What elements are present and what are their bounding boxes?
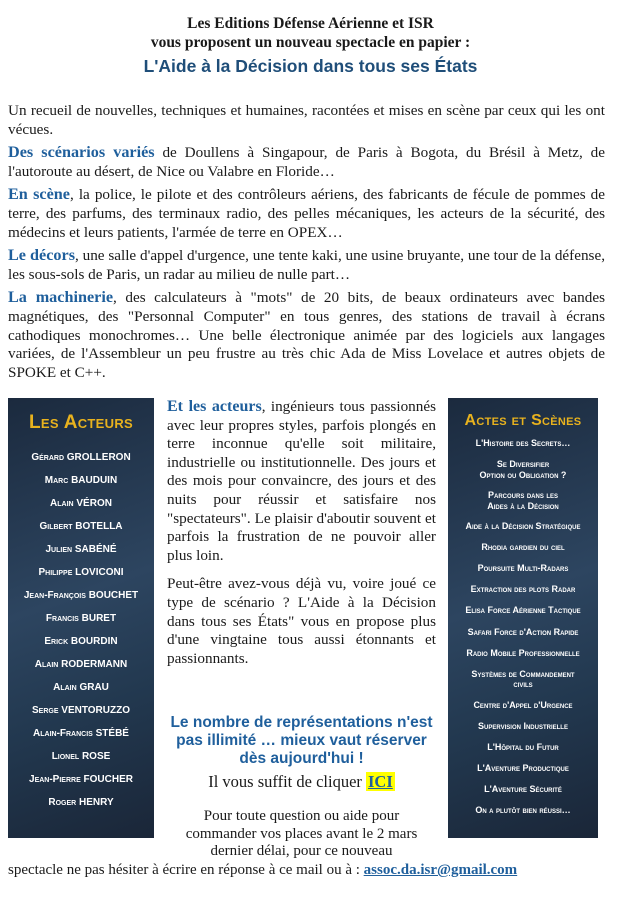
question-text: Pour toute question ou aide pour commander vos places avant le 2 mars dernier délai, pour ce nouveau xyxy=(185,808,418,859)
actor-item: Roger HENRY xyxy=(48,797,114,808)
paragraph-machinerie xyxy=(8,288,605,382)
intro-section xyxy=(8,102,605,386)
scene-item: On a plutôt bien réussi… xyxy=(475,805,571,816)
actor-item: Marc BAUDUIN xyxy=(44,475,118,486)
scene-item: Extraction des plots Radar xyxy=(470,584,576,595)
scene-item: Centre d'Appel d'Urgence xyxy=(473,699,573,710)
scene-item: Parcours dans les Aides à la Décision xyxy=(487,490,559,511)
scene-item: Elisa Force Aérienne Tactique xyxy=(465,605,581,616)
center-lead: Et les acteurs xyxy=(167,398,262,415)
scene-item: Radio Mobile Professionnelle xyxy=(466,647,580,658)
paragraph-text: , une salle d'appel d'urgence, une tente kaki, une usine bruyante, une tour de la défense, les sous-sols de Paris, un radar au milieu de nulle part… xyxy=(8,247,606,283)
header xyxy=(0,14,621,77)
actor-item: Francis BURET xyxy=(45,613,117,624)
actor-item: Gilbert BOTELLA xyxy=(39,521,123,532)
scene-item: L'Aventure Sécurité xyxy=(484,784,562,795)
cta-click-line xyxy=(167,772,436,792)
scenes-title: Actes et Scènes xyxy=(464,412,582,429)
actors-panel xyxy=(8,398,154,838)
actor-item: Alain VÉRON xyxy=(50,498,112,509)
ici-link[interactable]: ICI xyxy=(368,772,393,791)
actor-item: Erick BOURDIN xyxy=(44,636,118,647)
scenes-panel xyxy=(448,398,598,838)
scene-item: Rhodia gardien du ciel xyxy=(481,542,565,553)
actor-item: Jean-François BOUCHET xyxy=(23,590,139,601)
cta-click-prefix: Il vous suffit de cliquer xyxy=(208,772,367,791)
scenario-paragraph: Peut-être avez-vous déjà vu, voire joué ce type de scénario ? L'Aide à la Décision dans tous ses États" vous en propose plus d'une vingtaine tous aussi étonnants et passionnants. xyxy=(167,575,436,667)
email-link[interactable]: assoc.da.isr@gmail.com xyxy=(363,862,518,878)
paragraph-lead: Le décors xyxy=(8,246,75,265)
scene-item: Se Diversifier Option ou Obligation ? xyxy=(479,459,567,480)
call-to-action xyxy=(167,714,436,792)
paragraph-en-scene xyxy=(8,185,605,242)
scene-item: L'Aventure Productique xyxy=(477,763,569,774)
paragraph-text: de Doullens à Singapour, de Paris à Bogota, du Brésil à Metz, de l'autoroute au désert, de Nice ou Valabre en Floride… xyxy=(8,144,605,180)
actor-item: Serge VENTORUZZO xyxy=(32,705,130,716)
actors-list xyxy=(8,446,154,814)
paragraph-lead: Des scénarios variés xyxy=(8,143,155,162)
center-column xyxy=(167,398,436,678)
scene-item: Supervision Industrielle xyxy=(478,720,568,731)
paragraph-lead: En scène xyxy=(8,185,70,204)
footer xyxy=(8,862,613,880)
publisher-line: Les Editions Défense Aérienne et ISR xyxy=(187,15,434,32)
footer-text: spectacle ne pas hésiter à écrire en réponse à ce mail ou à : xyxy=(8,862,364,878)
scene-item: Systèmes de Commandement civils xyxy=(471,668,575,690)
scene-item: L'Hôpital du Futur xyxy=(487,741,559,752)
actor-item: Alain RODERMANN xyxy=(34,659,128,670)
scenes-list xyxy=(448,438,598,816)
intro-text: Un recueil de nouvelles, techniques et humaines, racontées et mises en scène par ceux qui les ont vécues. xyxy=(8,102,605,138)
paragraph-lead: La machinerie xyxy=(8,288,114,307)
paragraph-scenarios xyxy=(8,143,605,181)
actors-paragraph xyxy=(167,398,436,565)
paragraph-decors xyxy=(8,246,605,284)
actor-item: Lionel ROSE xyxy=(51,751,111,762)
center-text: , ingénieurs tous passionnés avec leur propres styles, parfois plongés en terre inconnue qu'elle soit militaire, industrielle ou institutionnelle. Des jours et des mois pour convaincre, des jours et des nuits pour réussir et satisfaire nos "spectateurs". Le plaisir d'aboutir souvent et parfois la frustration de ne pouvoir aller plus loin. xyxy=(167,398,436,564)
actor-item: Jean-Pierre FOUCHER xyxy=(29,774,133,785)
scene-item: Safari Force d'Action Rapide xyxy=(467,626,579,637)
actor-item: Alain-Francis STÉBÉ xyxy=(33,728,129,739)
scene-item: Aide à la Décision Stratégique xyxy=(465,521,581,532)
actor-item: Alain GRAU xyxy=(53,682,109,693)
proposal-line: vous proposent un nouveau spectacle en papier : xyxy=(150,34,471,51)
cta-bold-text: Le nombre de représentations n'est pas illimité … mieux vaut réserver dès aujourd'hui ! xyxy=(170,714,433,767)
actor-item: Gérard GROLLERON xyxy=(31,452,131,463)
actor-item: Philippe LOVICONI xyxy=(38,567,124,578)
scene-item: Poursuite Multi-Radars xyxy=(477,563,569,574)
page-title: L'Aide à la Décision dans tous ses États xyxy=(143,56,478,76)
actors-title: Les Acteurs xyxy=(29,412,133,433)
paragraph-text: , des calculateurs à "mots" de 20 bits, de beaux ordinateurs avec bandes magnétiques, des "Personnal Computer" en tous genres, des stations de travail à écrans cathodiques monochromes… Une belle électronique animée par des logiciels aux langages variées, de l'Assembleur un peu frustre au très chic Ada de Miss Lovelace et autres objets de SPOKE et C++. xyxy=(8,289,605,381)
actor-item: Julien SABÉNÉ xyxy=(45,544,117,555)
paragraph-text: , la police, le pilote et des contrôleurs aériens, des fabricants de fécule de pommes de terre, des parfums, des terminaux radio, des pelles mécaniques, les acteurs de la sécurité, des médecins et leurs patients, l'armée de terre en OPEX… xyxy=(8,186,605,241)
scene-item: L'Histoire des Secrets… xyxy=(475,438,571,448)
